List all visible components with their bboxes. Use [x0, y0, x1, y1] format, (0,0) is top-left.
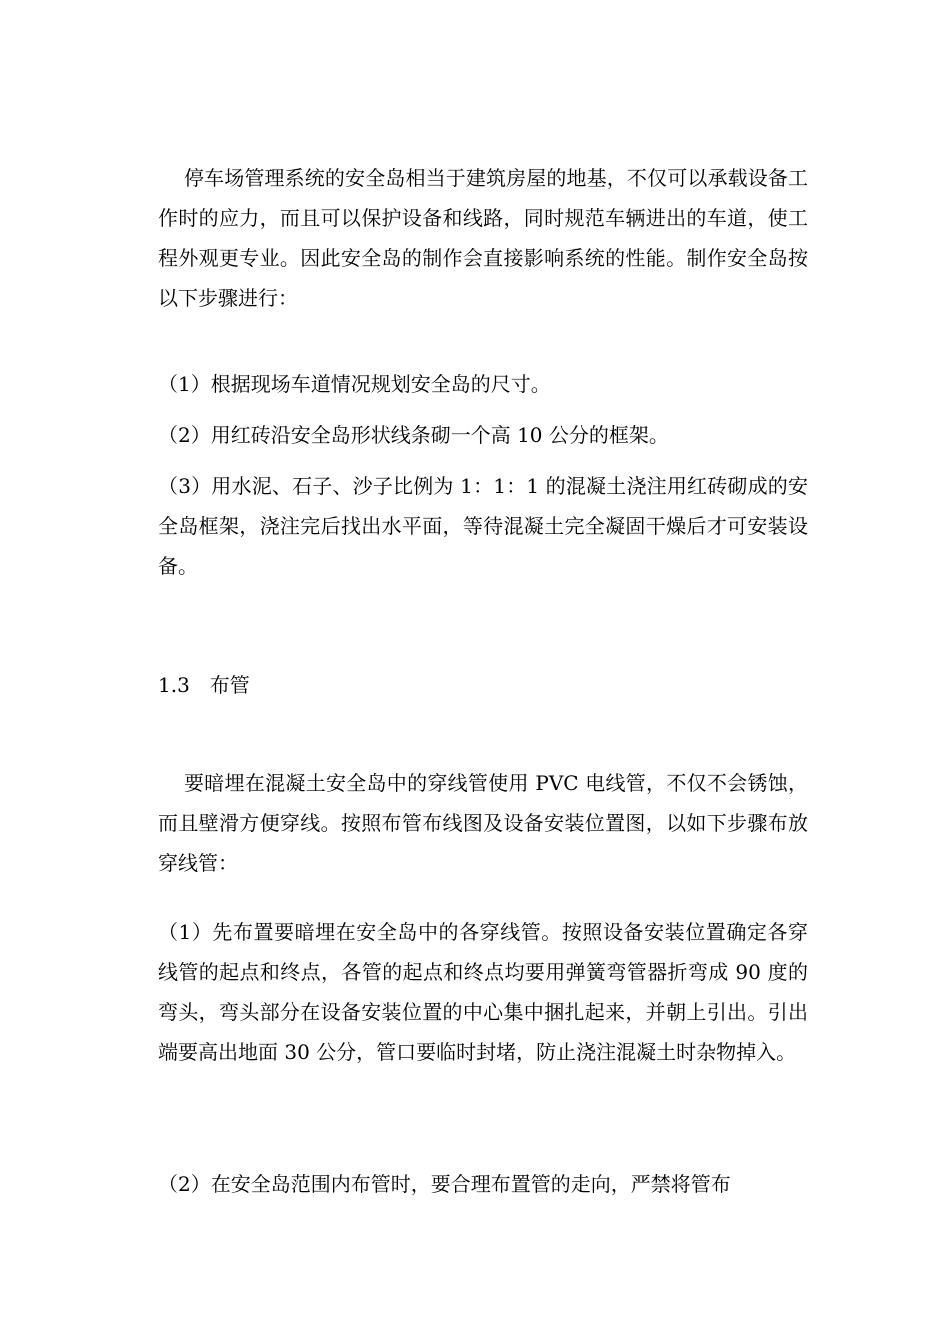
pipe-step-2: （2）在安全岛范围内布管时，要合理布置管的走向，严禁将管布	[158, 1172, 731, 1196]
island-step-2: （2）用红砖沿安全岛形状线条砌一个高 10 公分的框架。	[158, 423, 669, 447]
section-heading: 1.3 布管	[158, 673, 250, 697]
pipe-step-1: （1）先布置要暗埋在安全岛中的各穿线管。按照设备安装位置确定各穿线管的起点和终点，各管的起点和终点均要用弹簧弯管器折弯成 90 度的弯头，弯头部分在设备安装位置的中心集中捆扎起来，并朝上引出。引出端要高出地面 30 公分，管口要临时封堵，防止浇注混凝土时杂物掉入。	[158, 920, 808, 1064]
island-step-1: （1）根据现场车道情况规划安全岛的尺寸。	[158, 372, 551, 396]
island-step-3: （3）用水泥、石子、沙子比例为 1：1：1 的混凝土浇注用红砖砌成的安全岛框架，浇注完后找出水平面，等待混凝土完全凝固干燥后才可安装设备。	[158, 474, 808, 578]
intro-paragraph: 停车场管理系统的安全岛相当于建筑房屋的地基，不仅可以承载设备工作时的应力，而且可以保护设备和线路，同时规范车辆进出的车道，使工程外观更专业。因此安全岛的制作会直接影响系统的性能。制作安全岛按以下步骤进行：	[158, 166, 808, 310]
pipe-intro-paragraph: 要暗埋在混凝土安全岛中的穿线管使用 PVC 电线管，不仅不会锈蚀，而且壁滑方便穿线。按照布管布线图及设备安装位置图，以如下步骤布放穿线管：	[158, 771, 808, 875]
